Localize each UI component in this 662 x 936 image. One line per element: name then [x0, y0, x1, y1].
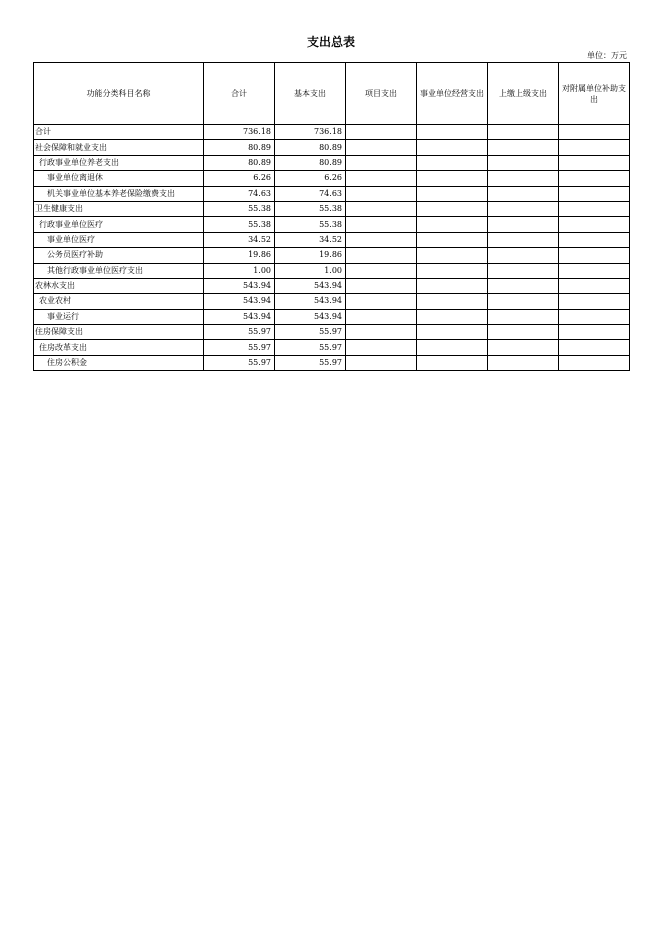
cell-project [346, 140, 417, 155]
cell-total: 19.86 [204, 248, 275, 263]
cell-business [417, 232, 488, 247]
cell-project [346, 232, 417, 247]
header-basic: 基本支出 [275, 63, 346, 125]
cell-subsidiary [559, 140, 630, 155]
cell-total: 55.97 [204, 325, 275, 340]
cell-upper [488, 355, 559, 370]
cell-basic: 55.38 [275, 217, 346, 232]
cell-name: 农林水支出 [34, 278, 204, 293]
table-row [34, 325, 630, 340]
cell-subsidiary [559, 232, 630, 247]
cell-business [417, 201, 488, 216]
cell-subsidiary [559, 355, 630, 370]
cell-business [417, 186, 488, 201]
cell-name: 农业农村 [34, 294, 204, 309]
cell-project [346, 278, 417, 293]
cell-name: 行政事业单位医疗 [34, 217, 204, 232]
cell-upper [488, 340, 559, 355]
header-project: 项目支出 [346, 63, 417, 125]
cell-upper [488, 201, 559, 216]
cell-name: 事业运行 [34, 309, 204, 324]
cell-name: 事业单位医疗 [34, 232, 204, 247]
cell-upper [488, 155, 559, 170]
table-row [34, 263, 630, 278]
header-subsidiary: 对附属单位补助支出 [559, 63, 630, 125]
cell-total: 543.94 [204, 278, 275, 293]
cell-project [346, 186, 417, 201]
cell-business [417, 325, 488, 340]
cell-project [346, 309, 417, 324]
cell-total: 543.94 [204, 294, 275, 309]
table-row [34, 355, 630, 370]
cell-business [417, 263, 488, 278]
cell-upper [488, 217, 559, 232]
table-row [34, 125, 630, 140]
cell-business [417, 248, 488, 263]
cell-total: 55.97 [204, 355, 275, 370]
cell-basic: 74.63 [275, 186, 346, 201]
cell-project [346, 125, 417, 140]
cell-subsidiary [559, 325, 630, 340]
table-row [34, 278, 630, 293]
cell-upper [488, 294, 559, 309]
cell-business [417, 340, 488, 355]
cell-upper [488, 140, 559, 155]
cell-subsidiary [559, 278, 630, 293]
cell-name: 社会保障和就业支出 [34, 140, 204, 155]
cell-name: 住房改革支出 [34, 340, 204, 355]
cell-upper [488, 232, 559, 247]
cell-basic: 543.94 [275, 294, 346, 309]
cell-name: 合计 [34, 125, 204, 140]
table-row [34, 186, 630, 201]
cell-project [346, 325, 417, 340]
cell-business [417, 155, 488, 170]
cell-basic: 55.97 [275, 340, 346, 355]
header-total: 合计 [204, 63, 275, 125]
cell-subsidiary [559, 248, 630, 263]
cell-upper [488, 248, 559, 263]
cell-basic: 6.26 [275, 171, 346, 186]
cell-business [417, 355, 488, 370]
cell-basic: 80.89 [275, 155, 346, 170]
cell-project [346, 248, 417, 263]
cell-name: 其他行政事业单位医疗支出 [34, 263, 204, 278]
cell-project [346, 217, 417, 232]
cell-total: 34.52 [204, 232, 275, 247]
cell-basic: 80.89 [275, 140, 346, 155]
expenditure-table [33, 62, 630, 371]
table-row [34, 340, 630, 355]
cell-basic: 55.97 [275, 325, 346, 340]
cell-basic: 55.97 [275, 355, 346, 370]
cell-basic: 543.94 [275, 278, 346, 293]
cell-name: 住房保障支出 [34, 325, 204, 340]
cell-upper [488, 278, 559, 293]
page-title: 支出总表 [306, 35, 355, 49]
table-row [34, 217, 630, 232]
cell-upper [488, 125, 559, 140]
cell-business [417, 171, 488, 186]
cell-name: 卫生健康支出 [34, 201, 204, 216]
cell-total: 736.18 [204, 125, 275, 140]
cell-total: 80.89 [204, 155, 275, 170]
cell-project [346, 155, 417, 170]
cell-basic: 55.38 [275, 201, 346, 216]
cell-name: 机关事业单位基本养老保险缴费支出 [34, 186, 204, 201]
cell-project [346, 263, 417, 278]
cell-total: 55.38 [204, 217, 275, 232]
cell-upper [488, 263, 559, 278]
table-row [34, 155, 630, 170]
cell-upper [488, 309, 559, 324]
cell-name: 事业单位离退休 [34, 171, 204, 186]
cell-subsidiary [559, 125, 630, 140]
cell-business [417, 217, 488, 232]
cell-subsidiary [559, 171, 630, 186]
header-business: 事业单位经营支出 [417, 63, 488, 125]
cell-business [417, 294, 488, 309]
cell-subsidiary [559, 294, 630, 309]
cell-name: 行政事业单位养老支出 [34, 155, 204, 170]
table-row [34, 309, 630, 324]
header-subject-name: 功能分类科目名称 [34, 63, 204, 125]
table-row [34, 171, 630, 186]
cell-basic: 19.86 [275, 248, 346, 263]
cell-project [346, 171, 417, 186]
cell-basic: 34.52 [275, 232, 346, 247]
cell-total: 55.38 [204, 201, 275, 216]
cell-total: 80.89 [204, 140, 275, 155]
cell-total: 543.94 [204, 309, 275, 324]
cell-total: 55.97 [204, 340, 275, 355]
table-row [34, 140, 630, 155]
table-row [34, 248, 630, 263]
table-header-row [34, 63, 630, 125]
cell-total: 1.00 [204, 263, 275, 278]
cell-upper [488, 171, 559, 186]
cell-total: 74.63 [204, 186, 275, 201]
cell-project [346, 294, 417, 309]
header-upper: 上缴上级支出 [488, 63, 559, 125]
cell-business [417, 140, 488, 155]
cell-project [346, 340, 417, 355]
table-row [34, 232, 630, 247]
cell-name: 住房公积金 [34, 355, 204, 370]
cell-business [417, 309, 488, 324]
cell-basic: 543.94 [275, 309, 346, 324]
cell-project [346, 201, 417, 216]
cell-total: 6.26 [204, 171, 275, 186]
cell-basic: 1.00 [275, 263, 346, 278]
cell-name: 公务员医疗补助 [34, 248, 204, 263]
cell-subsidiary [559, 263, 630, 278]
cell-subsidiary [559, 217, 630, 232]
cell-upper [488, 186, 559, 201]
cell-subsidiary [559, 186, 630, 201]
cell-project [346, 355, 417, 370]
table-row [34, 201, 630, 216]
cell-upper [488, 325, 559, 340]
cell-subsidiary [559, 340, 630, 355]
cell-business [417, 278, 488, 293]
cell-subsidiary [559, 309, 630, 324]
unit-label: 单位：万元 [587, 51, 627, 60]
table-row [34, 294, 630, 309]
cell-subsidiary [559, 201, 630, 216]
cell-basic: 736.18 [275, 125, 346, 140]
cell-subsidiary [559, 155, 630, 170]
cell-business [417, 125, 488, 140]
